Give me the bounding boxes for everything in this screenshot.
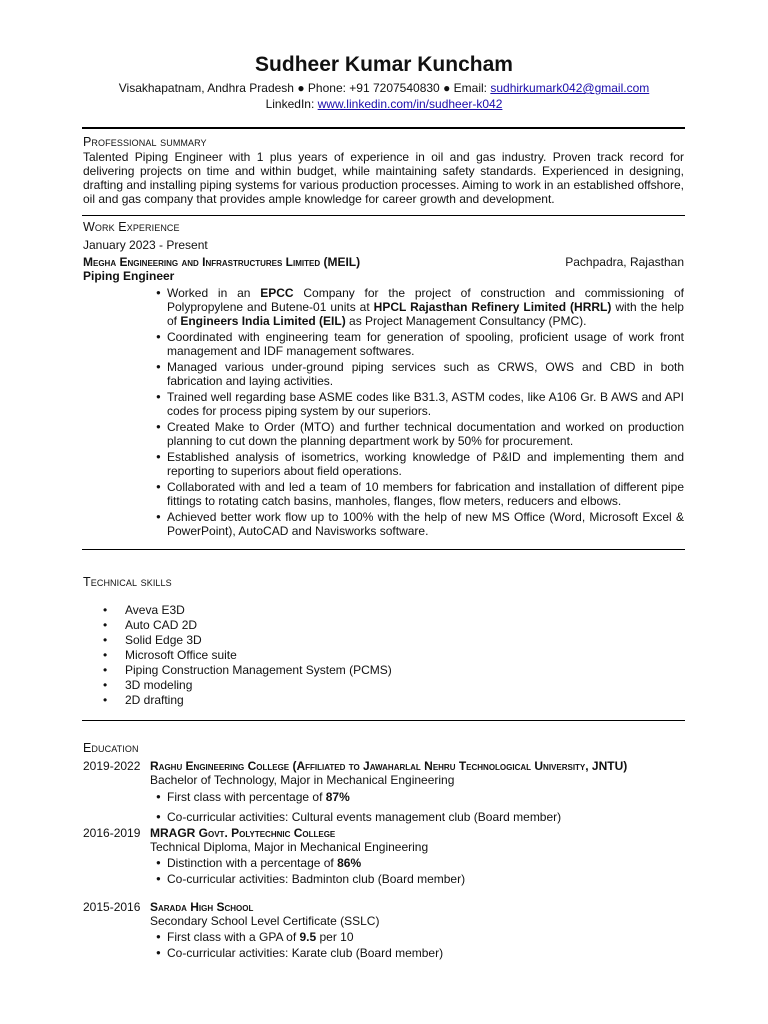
linkedin-label: LinkedIn: bbox=[265, 97, 315, 111]
list-item: ● Co-curricular activities: Karate club (Board member) bbox=[156, 946, 696, 960]
company-location: Pachpadra, Rajasthan bbox=[565, 255, 684, 269]
degree: Bachelor of Technology, Major in Mechanical Engineering bbox=[150, 773, 455, 787]
school-name: Raghu Engineering College (Affiliated to Jawaharlal Nehru Technological University, JNTU) bbox=[150, 759, 628, 773]
education-years: 2016-2019 bbox=[83, 826, 141, 840]
divider bbox=[82, 127, 685, 129]
degree: Secondary School Level Certificate (SSLC) bbox=[150, 914, 380, 928]
list-item: ● Managed various under-ground piping services such as CRWS, OWS and CBD in both fabrication and laying activities. bbox=[156, 360, 684, 388]
skills-list bbox=[103, 603, 392, 708]
education-bullets bbox=[156, 930, 696, 960]
separator-dot-icon: ● bbox=[443, 81, 454, 95]
list-item: ● Co-curricular activities: Cultural events management club (Board member) bbox=[156, 810, 696, 824]
contact-line bbox=[0, 81, 768, 95]
list-item: ● Trained well regarding base ASME codes like B31.3, ASTM codes, like A106 Gr. B AWS and API codes for process piping system by our superiors. bbox=[156, 390, 684, 418]
experience-bullets bbox=[156, 286, 684, 540]
list-item: • Microsoft Office suite bbox=[103, 648, 392, 663]
list-item: • Aveva E3D bbox=[103, 603, 392, 618]
education-years: 2019-2022 bbox=[83, 759, 141, 773]
job-role: Piping Engineer bbox=[83, 269, 175, 283]
divider bbox=[82, 720, 685, 721]
education-entry bbox=[150, 826, 690, 886]
separator-dot-icon: ● bbox=[297, 81, 308, 95]
school-name: MRAGR Govt. Polytechnic College bbox=[150, 826, 336, 840]
location: Visakhapatnam, Andhra Pradesh bbox=[118, 81, 294, 95]
list-item: ● Achieved better work flow up to 100% with the help of new MS Office (Word, Microsoft Excel & PowerPoint), AutoCAD and Navisworks software. bbox=[156, 510, 684, 538]
list-item: • Auto CAD 2D bbox=[103, 618, 392, 633]
education-entry bbox=[150, 900, 690, 960]
summary-text: Talented Piping Engineer with 1 plus years of experience in oil and gas industry. Proven track record for delivering projects on time and within budget, while maintaining safety standards. Experienced in designing, drafting and installing piping systems for various production processes. Aiming to work in an established offshore, oil and gas company that provides ample knowledge for career growth and development. bbox=[83, 150, 684, 206]
list-item: ● Co-curricular activities: Badminton club (Board member) bbox=[156, 872, 696, 886]
education-bullets bbox=[156, 790, 696, 824]
list-item: ● Worked in an EPCC Company for the project of construction and commissioning of Polypropylene and Butene-01 units at HPCL Rajasthan Refinery Limited (HRRL) with the help of Engineers India Limited (EIL) as Project Management Consultancy (PMC). bbox=[156, 286, 684, 328]
degree: Technical Diploma, Major in Mechanical Engineering bbox=[150, 840, 429, 854]
list-item: ● Created Make to Order (MTO) and further technical documentation and worked on production planning to cut down the planning department work by 50% for procurement. bbox=[156, 420, 684, 448]
phone: Phone: +91 7207540830 bbox=[307, 81, 440, 95]
list-item: • 3D modeling bbox=[103, 678, 392, 693]
list-item: • 2D drafting bbox=[103, 693, 392, 708]
list-item: ● First class with a GPA of 9.5 per 10 bbox=[156, 930, 696, 944]
school-name: Sarada High School bbox=[150, 900, 254, 914]
list-item: • Solid Edge 3D bbox=[103, 633, 392, 648]
linkedin-line bbox=[0, 97, 768, 111]
divider bbox=[82, 215, 685, 216]
company-name: Megha Engineering and Infrastructures Limited (MEIL) bbox=[83, 255, 361, 269]
list-item: ● First class with percentage of 87% bbox=[156, 790, 696, 804]
list-item: ● Distinction with a percentage of 86% bbox=[156, 856, 696, 870]
education-bullets bbox=[156, 856, 696, 886]
education-heading: Education bbox=[83, 741, 139, 755]
candidate-name: Sudheer Kumar Kuncham bbox=[255, 53, 513, 76]
list-item: ● Collaborated with and led a team of 10 members for fabrication and installation of different pipe fittings to rotating catch basins, manholes, flanges, flow meters, reducers and elbows. bbox=[156, 480, 684, 508]
skills-heading: Technical skills bbox=[83, 575, 172, 589]
list-item: ● Established analysis of isometrics, working knowledge of P&ID and implementing them and reporting to superiors about field operations. bbox=[156, 450, 684, 478]
email-link[interactable]: sudhirkumark042@gmail.com bbox=[490, 81, 650, 95]
list-item: ● Coordinated with engineering team for generation of spooling, proficient usage of work front management and IDF management softwares. bbox=[156, 330, 684, 358]
linkedin-link[interactable]: www.linkedin.com/in/sudheer-k042 bbox=[317, 97, 503, 111]
divider bbox=[82, 549, 685, 550]
education-entry bbox=[150, 759, 690, 824]
experience-period: January 2023 - Present bbox=[83, 238, 208, 252]
list-item: • Piping Construction Management System (PCMS) bbox=[103, 663, 392, 678]
summary-heading: Professional summary bbox=[83, 135, 207, 149]
experience-heading: Work Experience bbox=[83, 220, 180, 234]
email-label: Email: bbox=[453, 81, 487, 95]
education-years: 2015-2016 bbox=[83, 900, 141, 914]
